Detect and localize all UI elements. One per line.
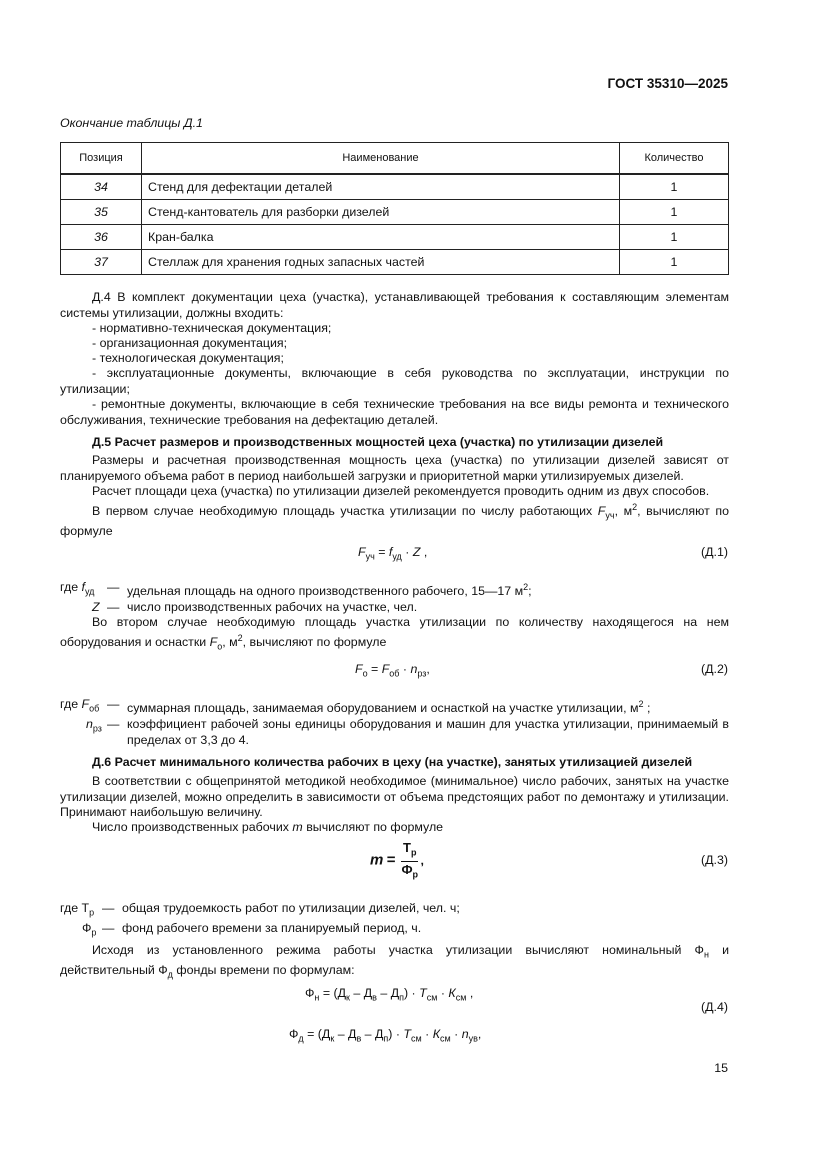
- formula-d3: m = $\frac{Т_р}{Ф_р}$ ,: [370, 840, 424, 880]
- d6-paragraph: В соответствии с общепринятой методикой необходимое (минимальное) число рабочих, занятых на участке утилизации дизелей, можно определить в зависимости от объема предстоящих работ по демонтажу и утилизации. Принимают наибольшую величину.: [60, 774, 729, 819]
- where-label: где $Т_р$: [60, 901, 95, 918]
- where-symbol: $n_{рз}$: [86, 717, 102, 734]
- standard-number: ГОСТ 35310—2025: [607, 76, 728, 91]
- d5-paragraph: Размеры и расчетная производственная мощность цеха (участка) по утилизации дизелей зависят от планируемого объема работ в период наибольшей загрузки и приоритетной марки утилизируемых дизелей.: [60, 453, 729, 483]
- formula-d4a: $Ф_н = (Д_к - Д_в - Д_п) \cdot Т_{см} \cdot К_{см}$ ,: [305, 986, 474, 1003]
- d4-item: - технологическая документация;: [92, 351, 284, 365]
- formula-d2: $F_о = F_{об} \cdot n_{рз}$,: [355, 662, 430, 679]
- where-text: суммарная площадь, занимаемая оборудованием и оснасткой на участке утилизации, $м^2$ ;: [127, 699, 651, 716]
- where-symbol: $Ф_р$: [82, 921, 97, 938]
- table-row: [61, 250, 729, 275]
- cell-qty: 1: [620, 225, 729, 250]
- table-header-row: [61, 143, 729, 175]
- cell-qty: 1: [620, 250, 729, 275]
- cell-name: Стенд для дефектации деталей: [142, 174, 620, 200]
- where-text: число производственных рабочих на участке, чел.: [127, 600, 418, 614]
- cell-position: 34: [61, 174, 142, 200]
- d4-item: - ремонтные документы, включающие в себя технические требования на все виды ремонта и технического обслуживания, технические требования на дефектацию деталей.: [60, 397, 729, 427]
- cell-qty: 1: [620, 174, 729, 200]
- where-dash: —: [107, 697, 120, 711]
- where-symbol: Z: [92, 600, 100, 614]
- table-row: [61, 200, 729, 225]
- where-dash: —: [107, 580, 120, 594]
- cell-position: 37: [61, 250, 142, 275]
- formula-d4-number: (Д.4): [701, 1000, 728, 1014]
- d4-intro: Д.4 В комплект документации цеха (участка), устанавливающей требования к составляющим элементам системы утилизации, должны входить:: [60, 290, 729, 320]
- where-text: общая трудоемкость работ по утилизации дизелей, чел. ч;: [122, 901, 460, 915]
- where-label: где $f_{уд}$: [60, 580, 95, 597]
- where-dash: —: [107, 600, 120, 614]
- formula-d4b: $Ф_д = (Д_к - Д_в - Д_п) \cdot Т_{см} \cdot К_{см} \cdot n_{ув}$,: [289, 1027, 482, 1044]
- d6-paragraph: Исходя из установленного режима работы участка утилизации вычисляют номинальный $Ф_н$ и действительный $Ф_д$ фонды времени по формулам:: [60, 943, 729, 980]
- d6-heading: Д.6 Расчет минимального количества рабочих в цеху (на участке), занятых утилизацией дизелей: [92, 755, 693, 769]
- cell-position: 35: [61, 200, 142, 225]
- equipment-table: [60, 142, 729, 275]
- table-row: [61, 174, 729, 200]
- col-qty-header: Количество: [620, 143, 729, 175]
- formula-d3-number: (Д.3): [701, 853, 728, 867]
- d5-paragraph: Во втором случае необходимую площадь участка утилизации по количеству находящегося на нем оборудования и оснастки $F_о$, $м^2$, вычисляют по формуле: [60, 615, 729, 652]
- where-text: коэффициент рабочей зоны единицы оборудования и машин для участка утилизации, принимаемый в пределах от 3,3 до 4.: [127, 717, 729, 747]
- where-dash: —: [102, 901, 115, 915]
- col-position-header: Позиция: [61, 143, 142, 175]
- page-number: 15: [714, 1061, 728, 1075]
- d5-paragraph: Расчет площади цеха (участка) по утилизации дизелей рекомендуется проводить одним из двух способов.: [92, 484, 710, 498]
- d5-paragraph: В первом случае необходимую площадь участка утилизации по числу работающих $F_{уч}$, $м^2$, вычисляют по формуле: [60, 502, 729, 539]
- where-text: фонд рабочего времени за планируемый период, ч.: [122, 921, 422, 935]
- cell-qty: 1: [620, 200, 729, 225]
- table-caption: Окончание таблицы Д.1: [60, 116, 203, 130]
- formula-d2-number: (Д.2): [701, 662, 728, 676]
- col-name-header: Наименование: [142, 143, 620, 175]
- cell-name: Кран-балка: [142, 225, 620, 250]
- table-row: [61, 225, 729, 250]
- formula-d1: $F_{уч} = f_{уд} \cdot Z$ ,: [358, 545, 428, 562]
- where-dash: —: [102, 921, 115, 935]
- where-label: где $F_{об}$: [60, 697, 100, 714]
- cell-name: Стенд-кантователь для разборки дизелей: [142, 200, 620, 225]
- d4-item: - организационная документация;: [92, 336, 288, 350]
- d4-item: - нормативно-техническая документация;: [92, 321, 332, 335]
- d4-item: - эксплуатационные документы, включающие в себя руководства по эксплуатации, инструкции по утилизации;: [60, 366, 729, 396]
- where-text: удельная площадь на одного производственного рабочего, 15—17 $м^2$;: [127, 582, 532, 599]
- where-dash: —: [107, 717, 120, 731]
- cell-name: Стеллаж для хранения годных запасных частей: [142, 250, 620, 275]
- cell-position: 36: [61, 225, 142, 250]
- d5-heading: Д.5 Расчет размеров и производственных мощностей цеха (участка) по утилизации дизелей: [92, 435, 664, 449]
- formula-d1-number: (Д.1): [701, 545, 728, 559]
- d6-paragraph: Число производственных рабочих m вычисляют по формуле: [92, 820, 444, 834]
